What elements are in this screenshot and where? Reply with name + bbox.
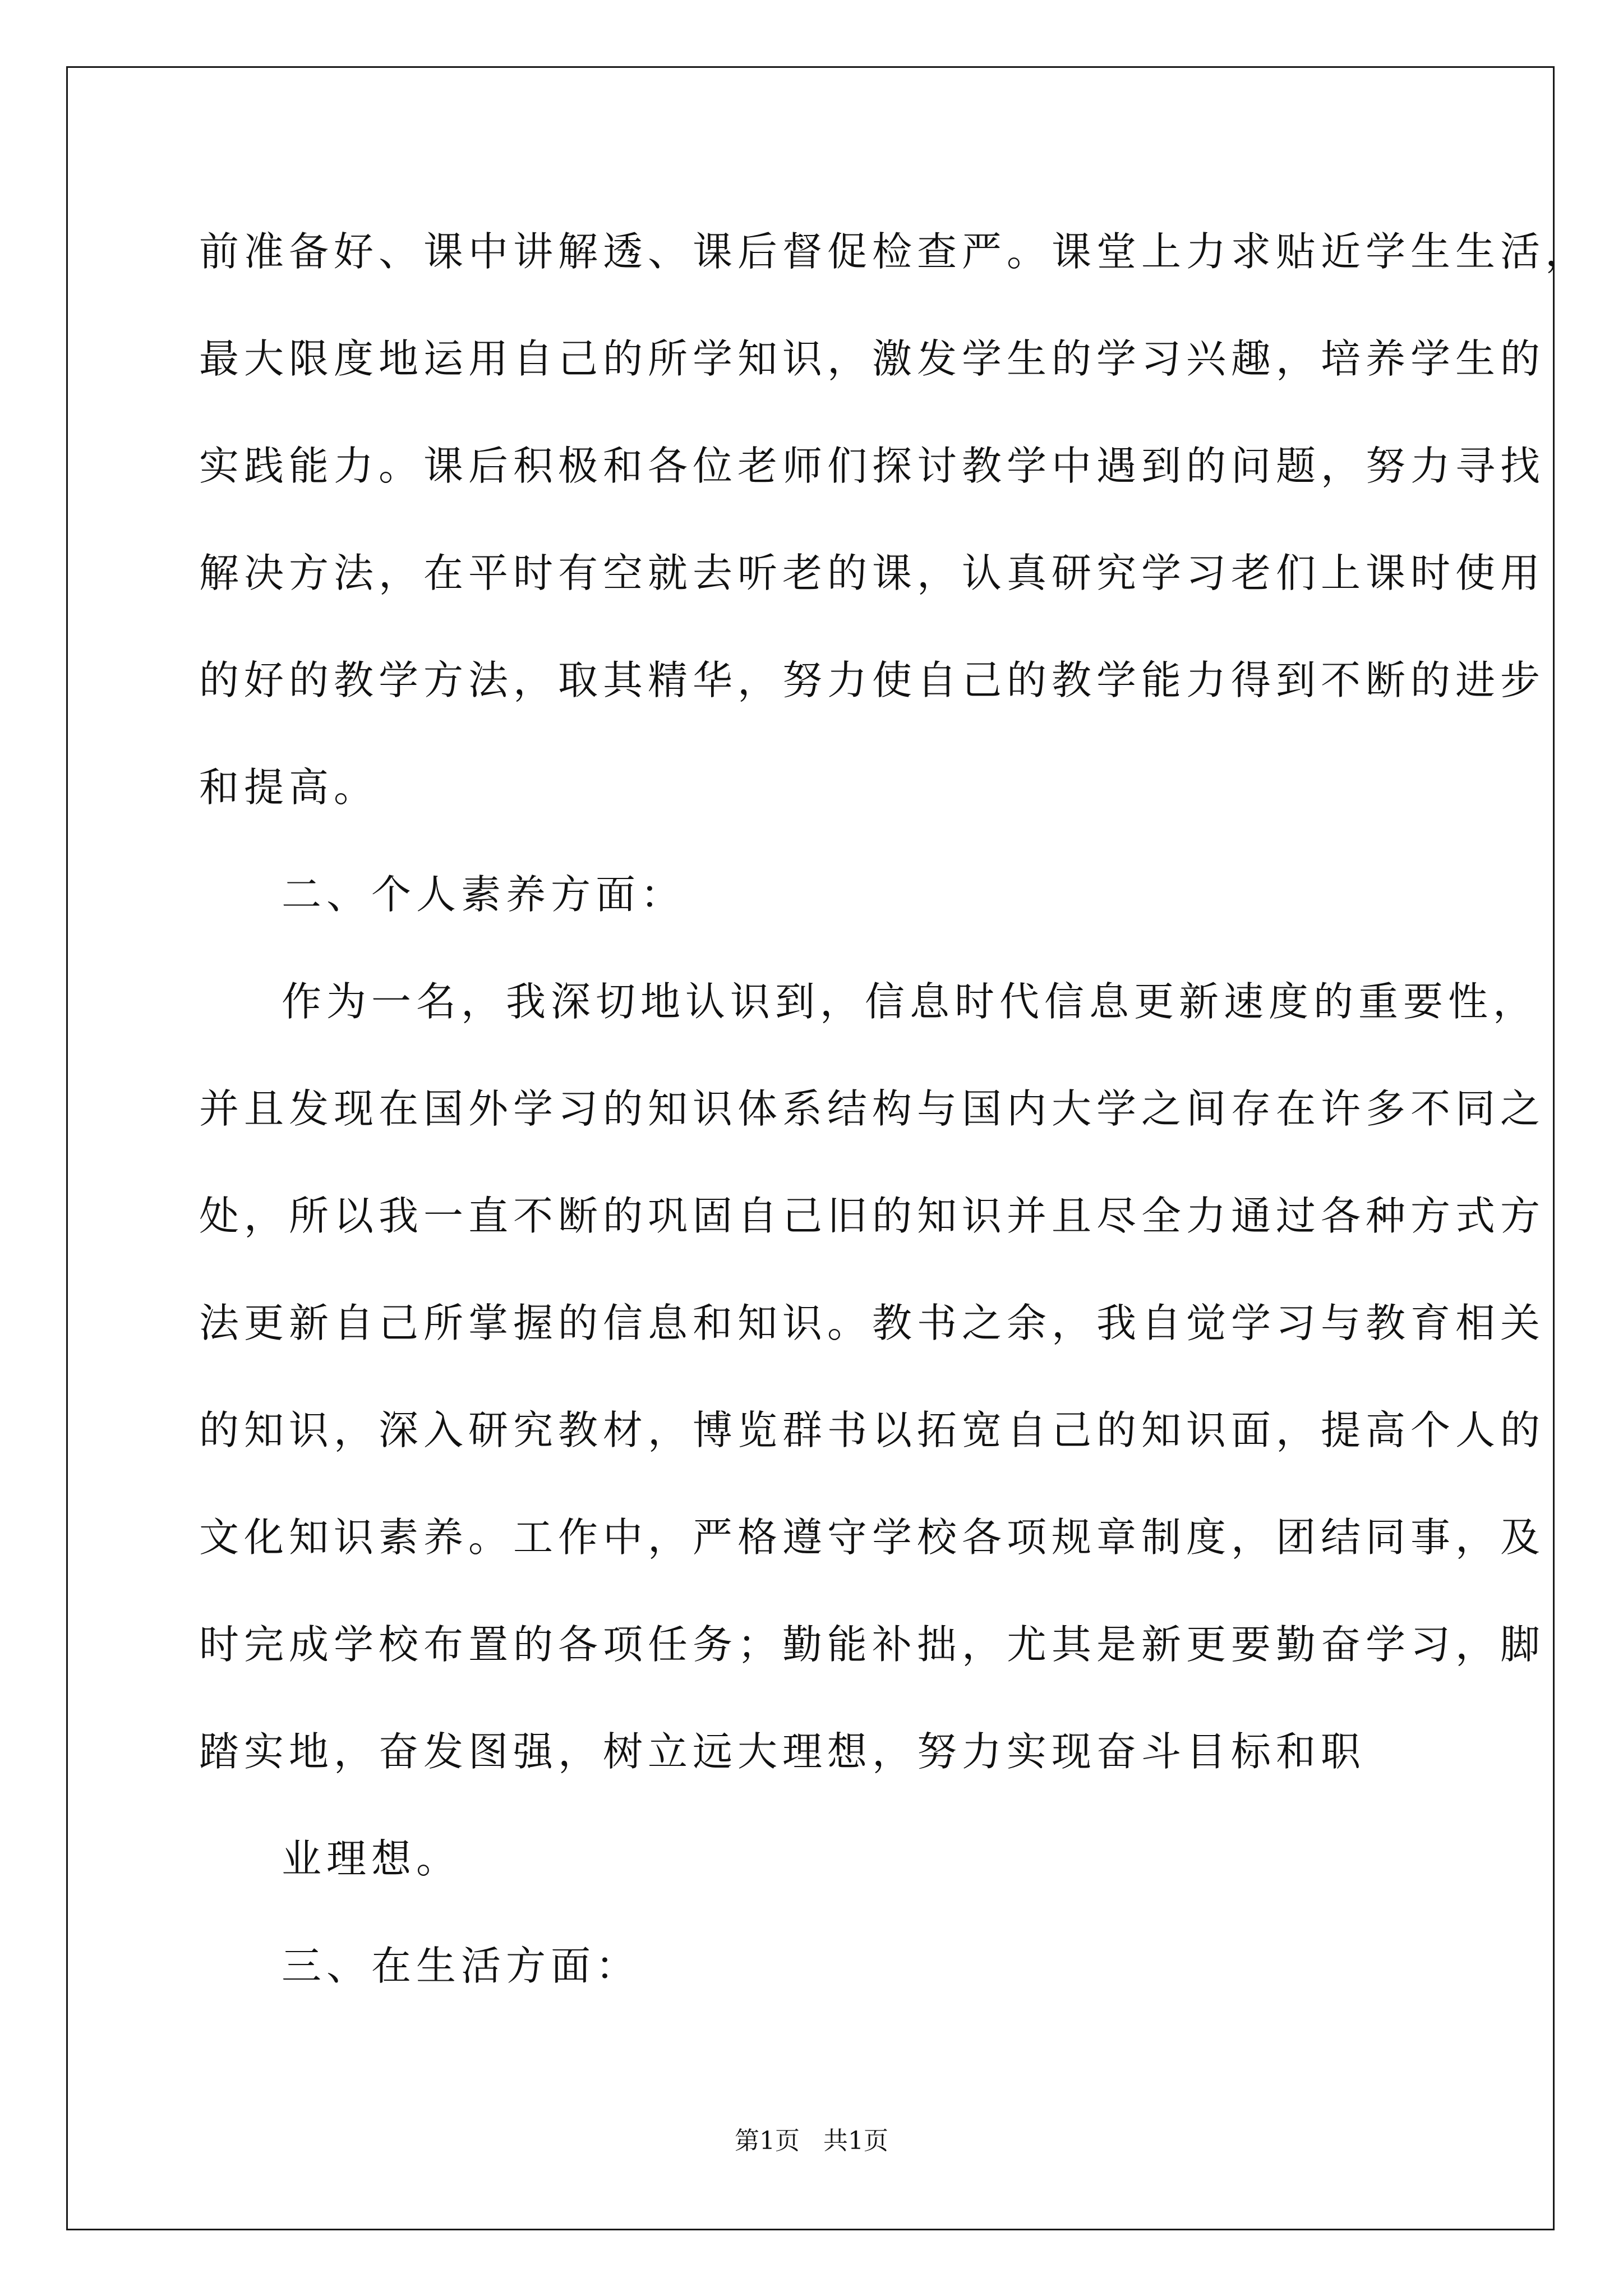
section-heading: 二、个人素养方面： <box>282 871 686 918</box>
body-text-line: 法更新自己所掌握的信息和知识。教书之余，我自觉学习与教育相关 <box>199 1300 1546 1346</box>
body-text-line: 业理想。 <box>282 1835 462 1882</box>
body-text-line: 解决方法，在平时有空就去听老的课，认真研究学习老们上课时使用 <box>199 550 1546 596</box>
section-heading: 三、在生活方面： <box>282 1943 641 1989</box>
body-text-line: 和提高。 <box>199 764 379 811</box>
body-text-line: 时完成学校布置的各项任务；勤能补拙，尤其是新更要勤奋学习，脚 <box>199 1621 1546 1668</box>
body-text-line: 最大限度地运用自己的所学知识，激发学生的学习兴趣，培养学生的 <box>199 335 1546 382</box>
page-footer: 第1页 共1页 <box>735 2127 888 2155</box>
body-text-line: 踏实地，奋发图强，树立远大理想，努力实现奋斗目标和职 <box>199 1728 1366 1775</box>
page-border <box>66 66 1555 2230</box>
body-text-line: 文化知识素养。工作中，严格遵守学校各项规章制度，团结同事，及 <box>199 1514 1546 1561</box>
body-text-line: 实践能力。课后积极和各位老师们探讨教学中遇到的问题，努力寻找 <box>199 443 1546 489</box>
body-text-line: 作为一名，我深切地认识到，信息时代信息更新速度的重要性， <box>282 978 1538 1025</box>
body-text-line: 的好的教学方法，取其精华，努力使自己的教学能力得到不断的进步 <box>199 657 1546 703</box>
body-text-line: 处，所以我一直不断的巩固自己旧的知识并且尽全力通过各种方式方 <box>199 1193 1546 1239</box>
body-text-line: 前准备好、课中讲解透、课后督促检查严。课堂上力求贴近学生生活， <box>199 228 1590 275</box>
body-text-line: 的知识，深入研究教材，博览群书以拓宽自己的知识面，提高个人的 <box>199 1407 1546 1453</box>
body-text-line: 并且发现在国外学习的知识体系结构与国内大学之间存在许多不同之 <box>199 1085 1546 1132</box>
